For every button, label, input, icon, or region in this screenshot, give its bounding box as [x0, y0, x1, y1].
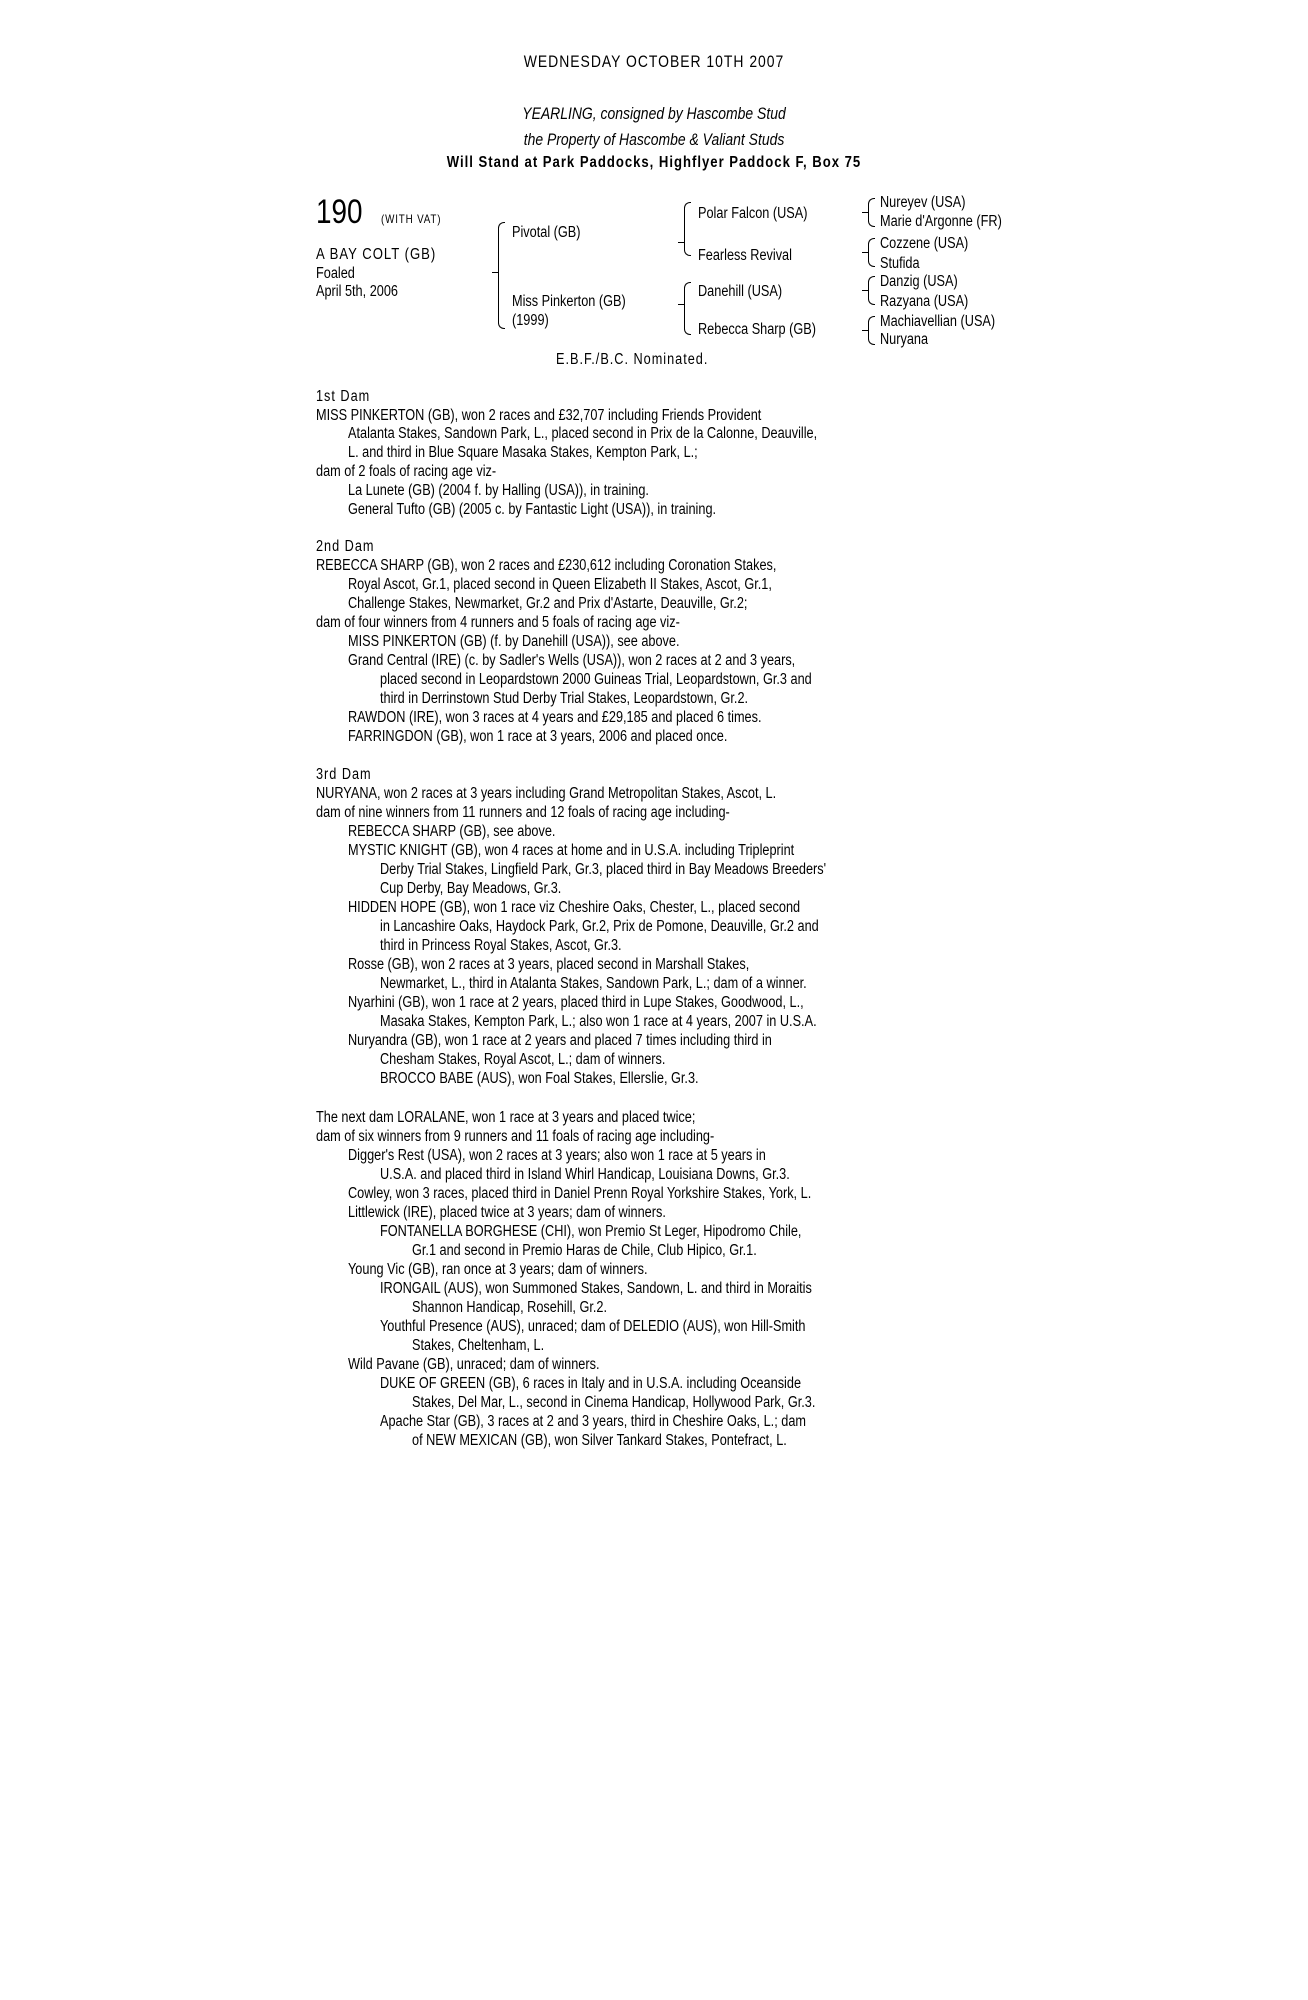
- brace-g4-bottom: [868, 330, 875, 345]
- grandsire-2: Marie d'Argonne (FR): [880, 213, 1002, 230]
- third-dam-line: HIDDEN HOPE (GB), won 1 race viz Cheshire Oaks, Chester, L., placed second: [348, 899, 801, 916]
- next-dam-line: U.S.A. and placed third in Island Whirl Handicap, Louisiana Downs, Gr.3.: [380, 1166, 790, 1183]
- third-dam-line: REBECCA SHARP (GB), see above.: [348, 823, 556, 840]
- sire-sire: Polar Falcon (USA): [698, 205, 808, 222]
- third-dam-line: MYSTIC KNIGHT (GB), won 4 races at home and in U.S.A. including Tripleprint: [348, 842, 795, 859]
- next-dam-line: The next dam LORALANE, won 1 race at 3 years and placed twice;: [316, 1109, 696, 1126]
- foaled-label: Foaled: [316, 265, 355, 282]
- grandsire-5: Danzig (USA): [880, 273, 958, 290]
- third-dam-line: Nuryandra (GB), won 1 race at 2 years and placed 7 times including third in: [348, 1032, 772, 1049]
- grandsire-1: Nureyev (USA): [880, 194, 966, 211]
- second-dam-line: FARRINGDON (GB), won 1 race at 3 years, 2006 and placed once.: [348, 728, 728, 745]
- brace-sire-top: [684, 202, 691, 243]
- first-dam-line: Atalanta Stakes, Sandown Park, L., placed second in Prix de la Calonne, Deauville,: [348, 425, 818, 442]
- brace-g1-point: [862, 212, 868, 213]
- brace-g4-point: [862, 330, 868, 331]
- third-dam-line: Rosse (GB), won 2 races at 3 years, placed second in Marshall Stakes,: [348, 956, 750, 973]
- sale-date: WEDNESDAY OCTOBER 10TH 2007: [523, 52, 785, 71]
- next-dam-line: of NEW MEXICAN (GB), won Silver Tankard Stakes, Pontefract, L.: [412, 1432, 787, 1449]
- next-dam-line: DUKE OF GREEN (GB), 6 races in Italy and in U.S.A. including Oceanside: [380, 1375, 802, 1392]
- third-dam-line: dam of nine winners from 11 runners and 12 foals of racing age including-: [316, 804, 730, 821]
- second-dam-line: Challenge Stakes, Newmarket, Gr.2 and Prix d'Astarte, Deauville, Gr.2;: [348, 595, 748, 612]
- second-dam-line: Royal Ascot, Gr.1, placed second in Queen Elizabeth II Stakes, Ascot, Gr.1,: [348, 576, 772, 593]
- second-dam-line: Grand Central (IRE) (c. by Sadler's Wells (USA)), won 2 races at 2 and 3 years,: [348, 652, 796, 669]
- next-dam-line: Youthful Presence (AUS), unraced; dam of DELEDIO (AUS), won Hill-Smith: [380, 1318, 806, 1335]
- first-dam-line: MISS PINKERTON (GB), won 2 races and £32,707 including Friends Provident: [316, 407, 762, 424]
- brace-g2-point: [862, 252, 868, 253]
- third-dam-line: NURYANA, won 2 races at 3 years including Grand Metropolitan Stakes, Ascot, L.: [316, 785, 777, 802]
- brace-g1-top: [868, 198, 875, 213]
- next-dam-line: dam of six winners from 9 runners and 11 foals of racing age including-: [316, 1128, 715, 1145]
- third-dam-heading: 3rd Dam: [316, 766, 372, 783]
- brace-dam-bottom: [684, 304, 691, 335]
- brace-g3-point: [862, 290, 868, 291]
- next-dam-line: Apache Star (GB), 3 races at 2 and 3 years, third in Cheshire Oaks, L.; dam: [380, 1413, 806, 1430]
- brace-g3-bottom: [868, 290, 875, 305]
- grandsire-3: Cozzene (USA): [880, 235, 969, 252]
- next-dam-line: Stakes, Cheltenham, L.: [412, 1337, 545, 1354]
- brace-g4-top: [868, 316, 875, 331]
- dam-year: (1999): [512, 312, 549, 329]
- brace-g2-bottom: [868, 252, 875, 267]
- brace-dam-point: [678, 304, 684, 305]
- property-line: the Property of Hascombe & Valiant Studs: [523, 130, 785, 149]
- next-dam-line: FONTANELLA BORGHESE (CHI), won Premio St Leger, Hipodromo Chile,: [380, 1223, 802, 1240]
- third-dam-line: Newmarket, L., third in Atalanta Stakes, Sandown Park, L.; dam of a winner.: [380, 975, 807, 992]
- next-dam-line: Digger's Rest (USA), won 2 races at 3 years; also won 1 race at 5 years in: [348, 1147, 766, 1164]
- vat-note: (WITH VAT): [381, 212, 442, 226]
- sire-name: Pivotal (GB): [512, 224, 581, 241]
- grandsire-6: Razyana (USA): [880, 293, 969, 310]
- grandsire-7: Machiavellian (USA): [880, 313, 996, 330]
- second-dam-line: dam of four winners from 4 runners and 5 foals of racing age viz-: [316, 614, 680, 631]
- second-dam-heading: 2nd Dam: [316, 538, 375, 555]
- foaled-date: April 5th, 2006: [316, 283, 398, 300]
- grandsire-8: Nuryana: [880, 331, 929, 348]
- third-dam-line: third in Princess Royal Stakes, Ascot, Gr.3.: [380, 937, 622, 954]
- second-dam-line: MISS PINKERTON (GB) (f. by Danehill (USA)), see above.: [348, 633, 680, 650]
- brace-g2-top: [868, 238, 875, 253]
- third-dam-line: Chesham Stakes, Royal Ascot, L.; dam of winners.: [380, 1051, 666, 1068]
- brace-g1-bottom: [868, 212, 875, 227]
- first-dam-line: La Lunete (GB) (2004 f. by Halling (USA)), in training.: [348, 482, 649, 499]
- next-dam-line: Gr.1 and second in Premio Haras de Chile, Club Hipico, Gr.1.: [412, 1242, 757, 1259]
- consignment-line: YEARLING, consigned by Hascombe Stud: [522, 104, 786, 123]
- sire-dam: Fearless Revival: [698, 247, 792, 264]
- second-dam-line: third in Derrinstown Stud Derby Trial Stakes, Leopardstown, Gr.2.: [380, 690, 749, 707]
- next-dam-line: Wild Pavane (GB), unraced; dam of winners.: [348, 1356, 600, 1373]
- next-dam-line: Young Vic (GB), ran once at 3 years; dam of winners.: [348, 1261, 648, 1278]
- next-dam-line: Cowley, won 3 races, placed third in Daniel Prenn Royal Yorkshire Stakes, York, L.: [348, 1185, 812, 1202]
- dam-sire: Danehill (USA): [698, 283, 783, 300]
- grandsire-4: Stufida: [880, 255, 920, 272]
- brace-gen1-top: [498, 222, 505, 273]
- brace-g3-top: [868, 276, 875, 291]
- third-dam-line: Nyarhini (GB), won 1 race at 2 years, placed third in Lupe Stakes, Goodwood, L.,: [348, 994, 804, 1011]
- stand-location: Will Stand at Park Paddocks, Highflyer Paddock F, Box 75: [446, 154, 862, 171]
- next-dam-line: IRONGAIL (AUS), won Summoned Stakes, Sandown, L. and third in Moraitis: [380, 1280, 812, 1297]
- third-dam-line: Masaka Stakes, Kempton Park, L.; also won 1 race at 4 years, 2007 in U.S.A.: [380, 1013, 817, 1030]
- first-dam-line: L. and third in Blue Square Masaka Stakes, Kempton Park, L.;: [348, 444, 698, 461]
- nomination: E.B.F./B.C. Nominated.: [556, 351, 709, 368]
- dam-dam: Rebecca Sharp (GB): [698, 321, 816, 338]
- first-dam-heading: 1st Dam: [316, 388, 371, 405]
- second-dam-line: REBECCA SHARP (GB), won 2 races and £230,612 including Coronation Stakes,: [316, 557, 777, 574]
- third-dam-line: Derby Trial Stakes, Lingfield Park, Gr.3, placed third in Bay Meadows Breeders': [380, 861, 827, 878]
- brace-dam-top: [684, 282, 691, 305]
- dam-name: Miss Pinkerton (GB): [512, 293, 626, 310]
- next-dam-line: Shannon Handicap, Rosehill, Gr.2.: [412, 1299, 608, 1316]
- next-dam-line: Stakes, Del Mar, L., second in Cinema Handicap, Hollywood Park, Gr.3.: [412, 1394, 816, 1411]
- second-dam-line: placed second in Leopardstown 2000 Guineas Trial, Leopardstown, Gr.3 and: [380, 671, 812, 688]
- lot-number: 190: [316, 193, 363, 231]
- first-dam-line: General Tufto (GB) (2005 c. by Fantastic Light (USA)), in training.: [348, 501, 717, 518]
- third-dam-line: Cup Derby, Bay Meadows, Gr.3.: [380, 880, 562, 897]
- next-dam-line: Littlewick (IRE), placed twice at 3 years; dam of winners.: [348, 1204, 666, 1221]
- third-dam-line: BROCCO BABE (AUS), won Foal Stakes, Ellerslie, Gr.3.: [380, 1070, 699, 1087]
- lot-name: A BAY COLT (GB): [316, 246, 437, 263]
- brace-sire-point: [678, 242, 684, 243]
- brace-sire-bottom: [684, 242, 691, 256]
- brace-gen1-point: [492, 272, 498, 273]
- third-dam-line: in Lancashire Oaks, Haydock Park, Gr.2, Prix de Pomone, Deauville, Gr.2 and: [380, 918, 819, 935]
- brace-gen1-bottom: [498, 272, 505, 329]
- second-dam-line: RAWDON (IRE), won 3 races at 4 years and £29,185 and placed 6 times.: [348, 709, 762, 726]
- first-dam-line: dam of 2 foals of racing age viz-: [316, 463, 497, 480]
